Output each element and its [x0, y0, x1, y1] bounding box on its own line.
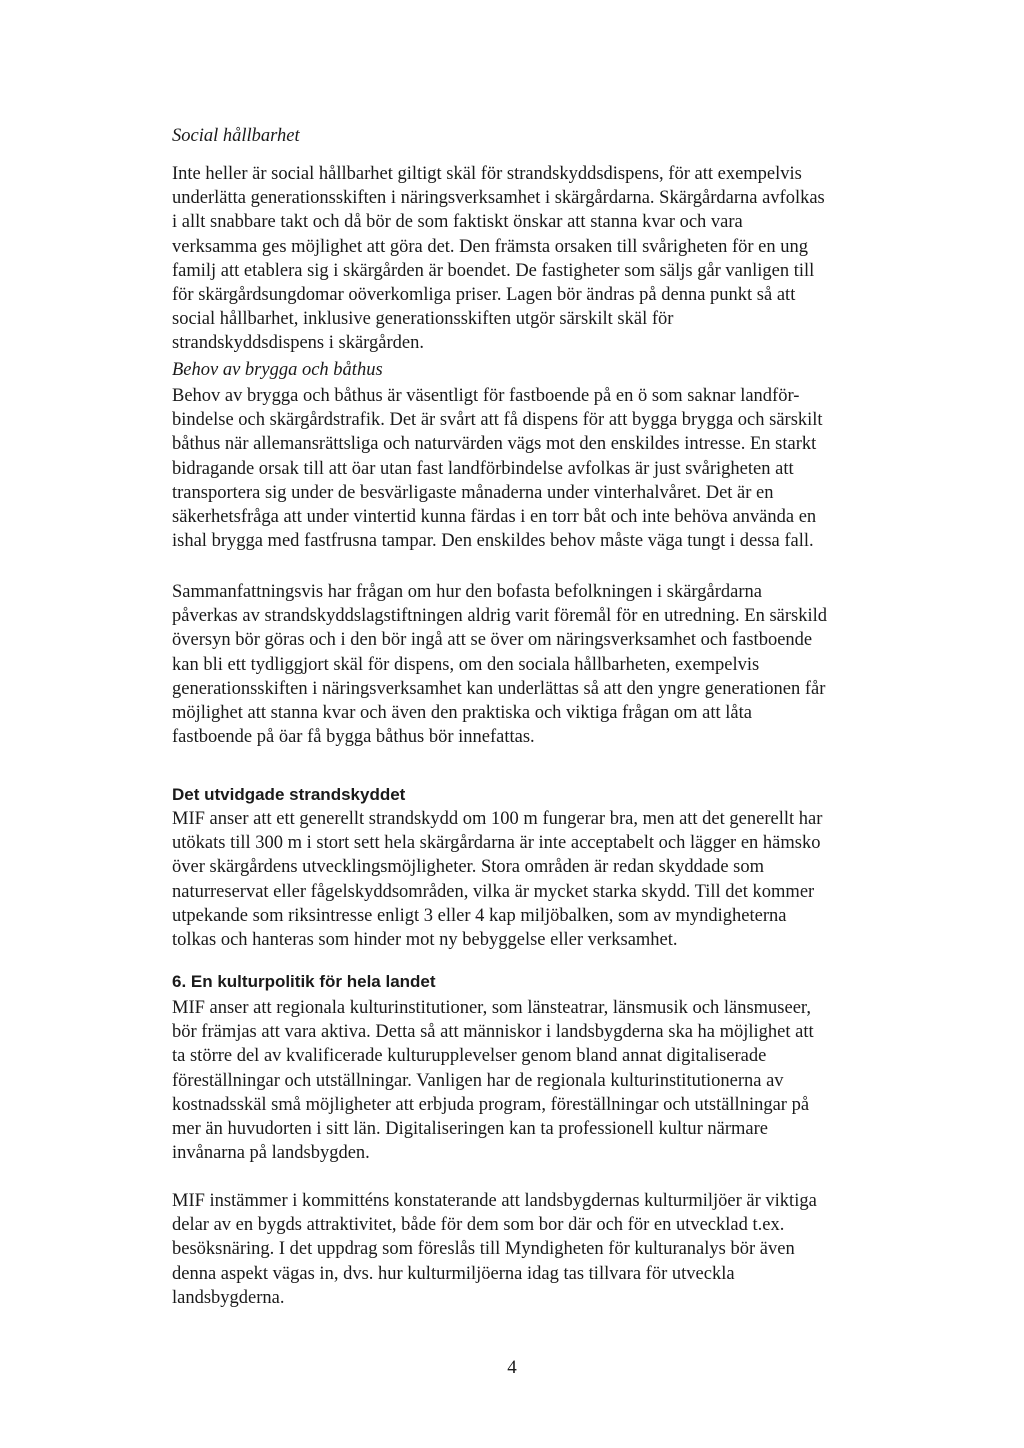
text-line: MIF anser att ett generellt strandskydd om 100 m fungerar bra, men att det generellt har [172, 809, 823, 829]
text-line: verksamma ges möjlighet att göra det. Den främsta orsaken till svårigheten för en ung [172, 236, 809, 257]
text-line: delar av en bygds attraktivitet, både för dem som bor där och för en utvecklad t.ex. [172, 1215, 785, 1236]
text-line: bindelse och skärgårdstrafik. Det är svårt att få dispens för att bygga brygga och särskilt [172, 410, 823, 431]
section-heading: 6. En kulturpolitik för hela landet [172, 972, 436, 991]
text-line: möjlighet att stanna kvar och även den praktiska och viktiga frågan om att låta [172, 703, 752, 724]
text-line: ta större del av kvalificerade kulturupplevelser genom bland annat digitaliserade [172, 1046, 767, 1067]
text-line: bör främjas att vara aktiva. Detta så att människor i landsbygderna ska ha möjlighet att [172, 1022, 814, 1043]
text-line: denna aspekt vägas in, dvs. hur kulturmiljöerna idag tas tillvara för utveckla [172, 1263, 735, 1284]
paragraph [172, 580, 902, 749]
text-line: i allt snabbare takt och då bör de som faktiskt önskar att stanna kvar och vara [172, 212, 743, 233]
text-line: säkerhetsfråga att under vintertid kunna färdas i en torr båt och inte behöva använda en [172, 507, 817, 528]
text-line: fastboende på öar få bygga båthus bör innefattas. [172, 727, 535, 748]
paragraph [172, 996, 902, 1165]
section-kulturpolitik [172, 970, 902, 1165]
text-line: Behov av brygga och båthus är väsentligt för fastboende på en ö som saknar landför- [172, 386, 800, 406]
section-kulturmiljoer [172, 1189, 902, 1310]
text-line: kan bli ett tydliggjort skäl för dispens, om den sociala hållbarheten, exempelvis [172, 654, 760, 675]
text-line: invånarna på landsbygden. [172, 1143, 370, 1164]
text-line: Inte heller är social hållbarhet giltigt skäl för strandskyddsdispens, för att exempelvis [172, 164, 802, 184]
text-line: utpekande som riksintresse enligt 3 eller 4 kap miljöbalken, som av myndigheterna [172, 905, 787, 926]
section-utvidgade-strandskyddet [172, 783, 902, 952]
text-line: kostnadsskäl små möjligheter att erbjuda program, föreställningar och utställningar på [172, 1094, 810, 1115]
text-line: transportera sig under de besvärligaste månaderna under vinterhalvåret. Det är en [172, 482, 774, 503]
text-line: underlätta generationsskiften i näringsverksamhet i skärgårdarna. Skärgårdarna avfolkas [172, 188, 825, 209]
paragraph [172, 384, 902, 553]
text-line: för skärgårdsungdomar oöverkomliga priser. Lagen bör ändras på denna punkt så att [172, 285, 796, 306]
section-heading: Behov av brygga och båthus [172, 360, 383, 380]
text-line: MIF instämmer i kommitténs konstaterande att landsbygdernas kulturmiljöer är viktiga [172, 1191, 817, 1211]
text-line: Sammanfattningsvis har frågan om hur den bofasta befolkningen i skärgårdarna [172, 582, 762, 602]
text-line: generationsskiften i näringsverksamhet kan underlättas så att den yngre generationen får [172, 678, 826, 699]
paragraph [172, 1189, 902, 1310]
text-line: familj att etablera sig i skärgården är boendet. De fastigheter som säljs går vanligen till [172, 260, 815, 281]
text-line: landsbygderna. [172, 1287, 285, 1308]
section-summary [172, 580, 902, 749]
text-line: social hållbarhet, inklusive generationsskiften utgör särskilt skäl för [172, 309, 674, 330]
text-line: MIF anser att regionala kulturinstitutioner, som länsteatrar, länsmusik och länsmuseer, [172, 998, 811, 1018]
text-line: över skärgårdens utvecklingsmöjligheter. Stora områden är redan skyddade som [172, 857, 765, 878]
text-line: mer än huvudorten i sitt län. Digitaliseringen kan ta professionell kultur närmare [172, 1119, 768, 1140]
paragraph [172, 162, 902, 356]
text-line: strandskyddsdispens i skärgården. [172, 333, 424, 354]
section-social-hallbarhet [172, 124, 902, 356]
section-behov-av-brygga [172, 358, 902, 553]
section-heading: Det utvidgade strandskyddet [172, 785, 406, 804]
text-line: naturreservat eller fågelskyddsområden, vilka är mycket starka skydd. Till det kommer [172, 881, 815, 902]
section-heading: Social hållbarhet [172, 126, 300, 146]
text-line: ishal brygga med fastfrusna tampar. Den enskildes behov måste väga tungt i dessa fall. [172, 531, 814, 552]
text-line: föreställningar och utställningar. Vanligen har de regionala kulturinstitutionerna av [172, 1070, 784, 1091]
paragraph [172, 807, 902, 952]
page-number: 4 [507, 1357, 517, 1378]
text-line: bidragande orsak till att öar utan fast landförbindelse avfolkas är just svårigheten att [172, 458, 794, 479]
text-line: besöksnäring. I det uppdrag som föreslås till Myndigheten för kulturanalys bör även [172, 1239, 795, 1260]
text-line: utökats till 300 m i stort sett hela skärgårdarna är inte acceptabelt och lägger en hämsko [172, 833, 821, 854]
text-line: båthus när allemansrättsliga och naturvärden vägs mot den enskildes intresse. En starkt [172, 434, 817, 455]
text-line: tolkas och hanteras som hinder mot ny bebyggelse eller verksamhet. [172, 930, 678, 951]
text-line: översyn bör göras och i den bör ingå att se över om näringsverksamhet och fastboende [172, 630, 813, 651]
text-line: påverkas av strandskyddslagstiftningen aldrig varit föremål för en utredning. En särskild [172, 606, 828, 627]
